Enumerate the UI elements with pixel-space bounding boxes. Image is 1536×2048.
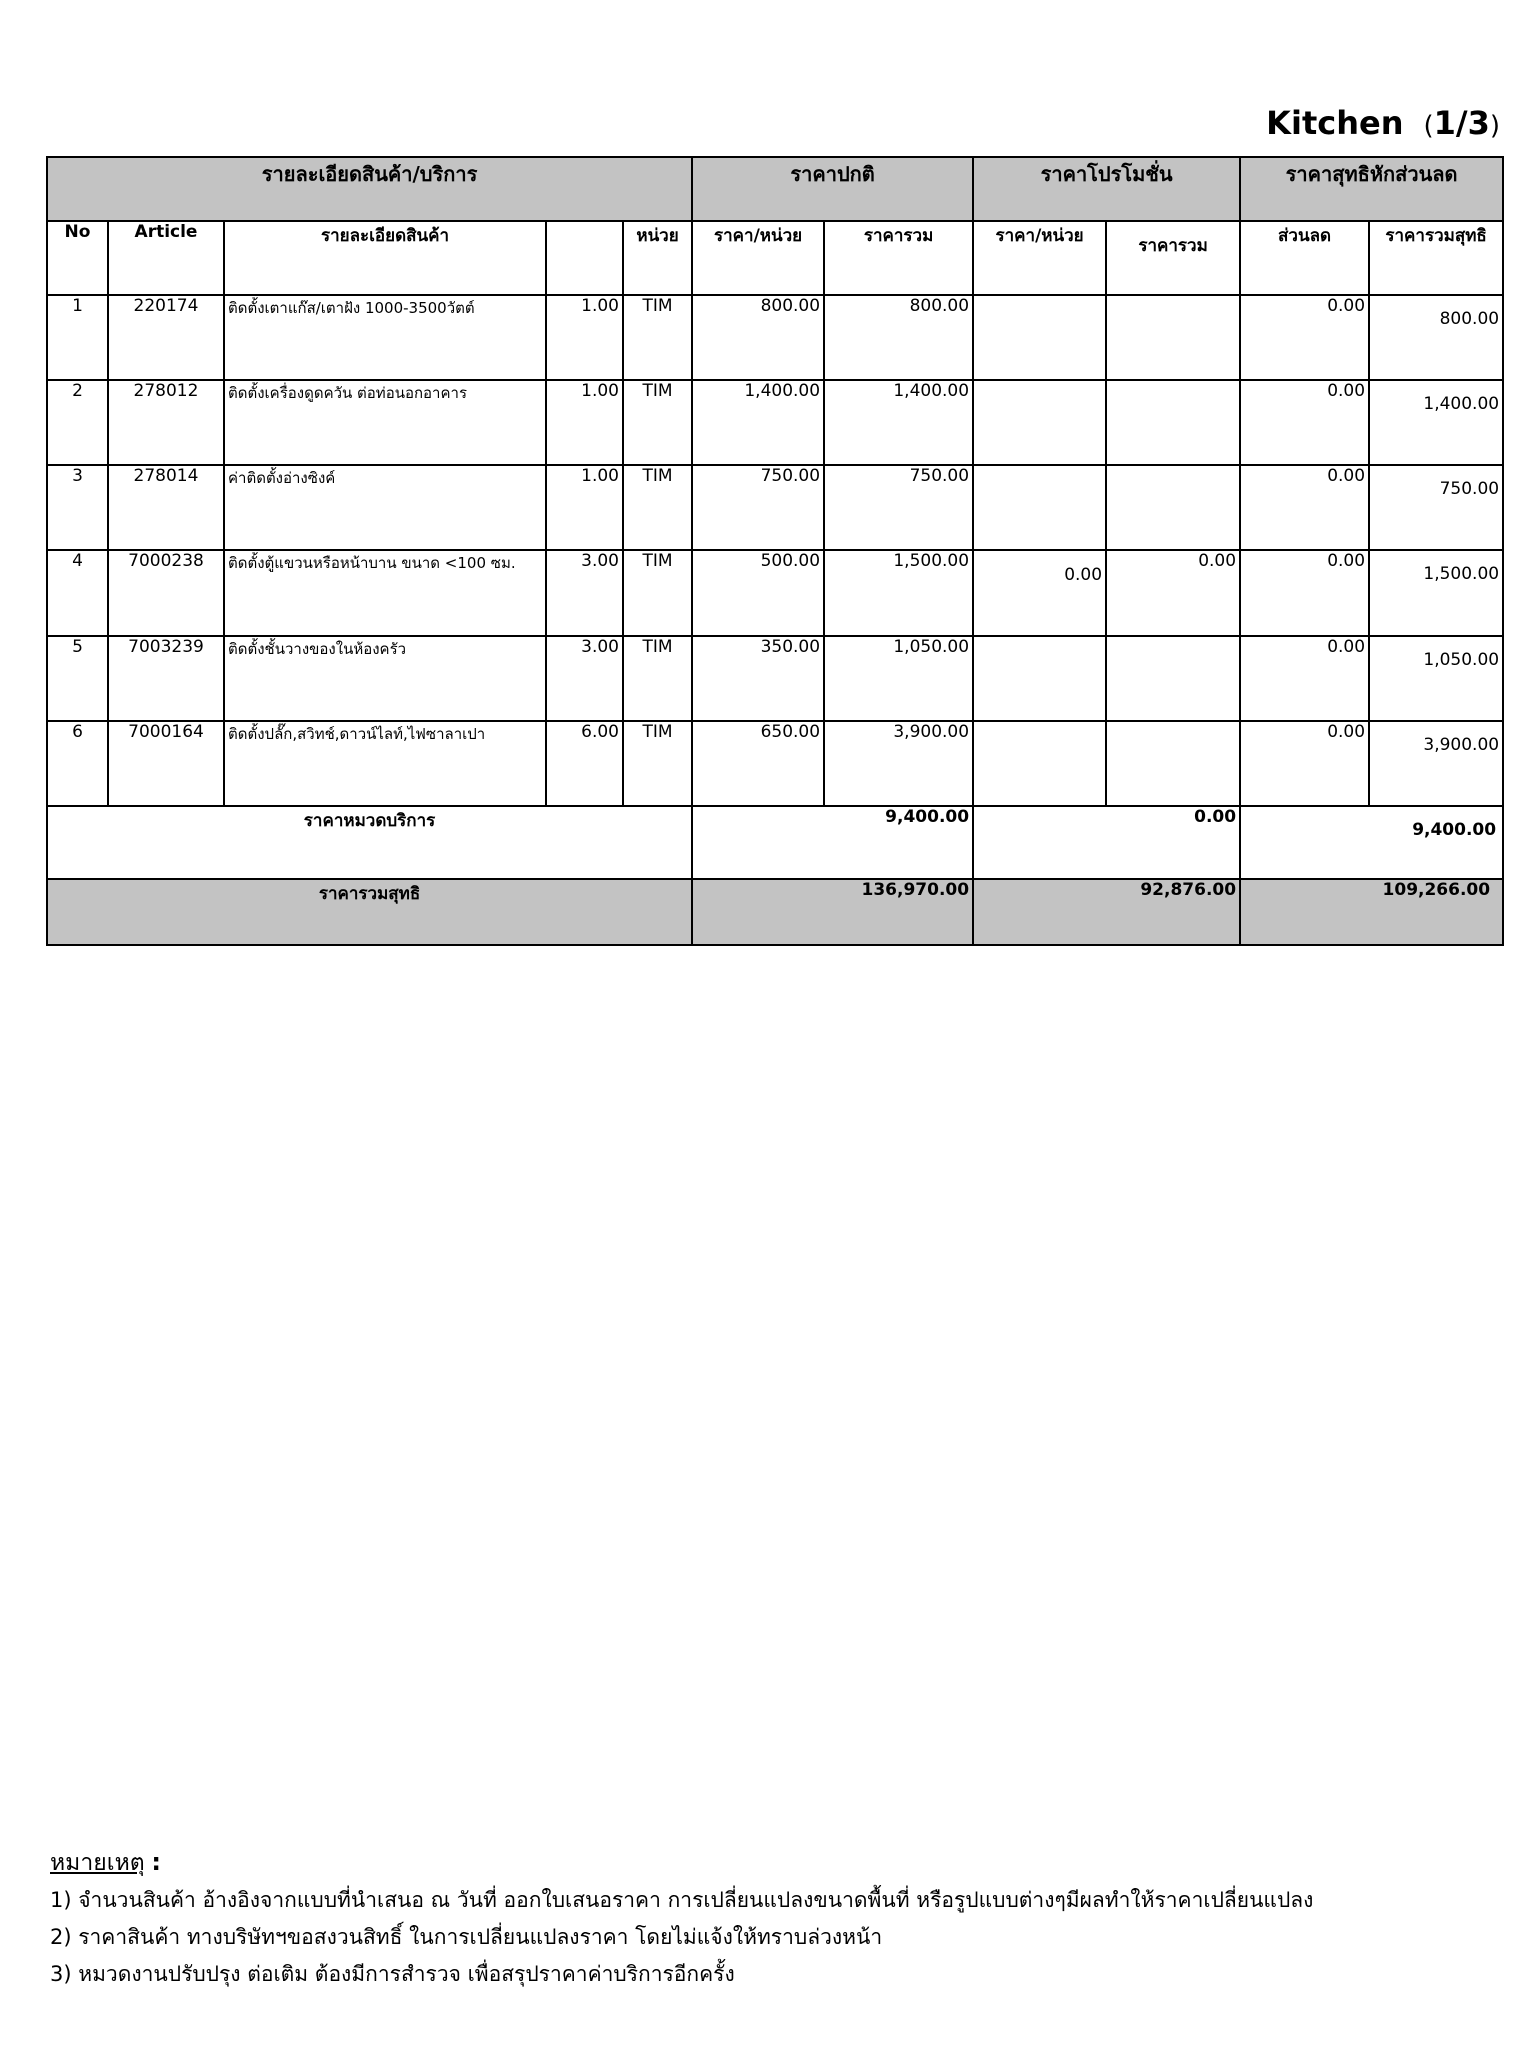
row-price-total: 1,050.00 — [824, 636, 973, 721]
row-discount: 0.00 — [1240, 550, 1369, 636]
group-header-net-price: ราคาสุทธิหักส่วนลด — [1240, 157, 1503, 221]
row-description: ค่าติดตั้งอ่างซิงค์ — [224, 465, 546, 550]
row-net-total: 800.00 — [1369, 295, 1503, 380]
col-header-promo-total: ราคารวม — [1106, 221, 1240, 295]
row-discount: 0.00 — [1240, 636, 1369, 721]
row-no: 1 — [47, 295, 108, 380]
row-price-unit: 500.00 — [692, 550, 824, 636]
row-net-total: 1,400.00 — [1369, 380, 1503, 465]
row-promo-total — [1106, 465, 1240, 550]
row-unit: TIM — [623, 295, 692, 380]
table-row — [47, 721, 1503, 806]
row-description: ติดตั้งชั้นวางของในห้องครัว — [224, 636, 546, 721]
notes-colon: : — [151, 1848, 161, 1876]
row-price-total: 750.00 — [824, 465, 973, 550]
table-row — [47, 380, 1503, 465]
group-header-promo-price: ราคาโปรโมชั่น — [973, 157, 1240, 221]
row-promo-unit — [973, 380, 1106, 465]
subtotal-normal-price: 9,400.00 — [692, 806, 973, 879]
row-article: 278012 — [108, 380, 224, 465]
page-indicator: 1/3 — [1433, 104, 1490, 142]
row-net-total: 1,050.00 — [1369, 636, 1503, 721]
col-header-no: No — [47, 221, 108, 295]
row-promo-unit — [973, 636, 1106, 721]
row-qty: 6.00 — [546, 721, 623, 806]
row-no: 6 — [47, 721, 108, 806]
grand-total-promo-price: 92,876.00 — [973, 879, 1240, 945]
row-description: ติดตั้งปลั๊ก,สวิทช์,ดาวน์ไลท์,ไฟซาลาเปา — [224, 721, 546, 806]
table-row — [47, 636, 1503, 721]
grand-total-row — [47, 879, 1503, 945]
note-item: 1) จำนวนสินค้า อ้างอิงจากแบบที่นำเสนอ ณ วันที่ ออกใบเสนอราคา การเปลี่ยนแปลงขนาดพื้นที่ หรือรูปแบบต่างๆมีผลทำให้ราคาเปลี่ยนแปลง — [50, 1888, 1314, 1912]
col-header-unit: หน่วย — [623, 221, 692, 295]
row-promo-total — [1106, 295, 1240, 380]
row-unit: TIM — [623, 550, 692, 636]
group-header-details: รายละเอียดสินค้า/บริการ — [47, 157, 692, 221]
notes-heading-line — [50, 1844, 1313, 1882]
subtotal-net-price: 9,400.00 — [1240, 806, 1503, 879]
row-unit: TIM — [623, 721, 692, 806]
row-qty: 1.00 — [546, 295, 623, 380]
row-price-total: 3,900.00 — [824, 721, 973, 806]
col-header-discount: ส่วนลด — [1240, 221, 1369, 295]
row-promo-total: 0.00 — [1106, 550, 1240, 636]
quotation-table — [46, 156, 1504, 946]
group-header-normal-price: ราคาปกติ — [692, 157, 973, 221]
row-unit: TIM — [623, 465, 692, 550]
subtotal-promo-price: 0.00 — [973, 806, 1240, 879]
col-header-price-total: ราคารวม — [824, 221, 973, 295]
col-header-description: รายละเอียดสินค้า — [224, 221, 546, 295]
note-item: 2) ราคาสินค้า ทางบริษัทฯขอสงวนสิทธิ์ ในการเปลี่ยนแปลงราคา โดยไม่แจ้งให้ทราบล่วงหน้า — [50, 1925, 883, 1949]
grand-total-normal-price: 136,970.00 — [692, 879, 973, 945]
row-qty: 3.00 — [546, 636, 623, 721]
row-promo-unit: 0.00 — [973, 550, 1106, 636]
row-article: 220174 — [108, 295, 224, 380]
row-price-total: 1,500.00 — [824, 550, 973, 636]
row-net-total: 1,500.00 — [1369, 550, 1503, 636]
table-row — [47, 295, 1503, 380]
table-row — [47, 465, 1503, 550]
col-header-net-total: ราคารวมสุทธิ — [1369, 221, 1503, 295]
row-qty: 1.00 — [546, 465, 623, 550]
row-article: 7000238 — [108, 550, 224, 636]
notes-heading: หมายเหตุ — [50, 1850, 145, 1876]
row-no: 5 — [47, 636, 108, 721]
row-discount: 0.00 — [1240, 465, 1369, 550]
row-discount: 0.00 — [1240, 380, 1369, 465]
table-row — [47, 550, 1503, 636]
row-price-unit: 800.00 — [692, 295, 824, 380]
row-net-total: 3,900.00 — [1369, 721, 1503, 806]
row-price-unit: 350.00 — [692, 636, 824, 721]
row-net-total: 750.00 — [1369, 465, 1503, 550]
row-description: ติดตั้งตู้แขวนหรือหน้าบาน ขนาด <100 ซม. — [224, 550, 546, 636]
col-header-qty — [546, 221, 623, 295]
row-no: 3 — [47, 465, 108, 550]
grand-total-label: ราคารวมสุทธิ — [47, 879, 692, 945]
row-price-unit: 650.00 — [692, 721, 824, 806]
row-promo-total — [1106, 380, 1240, 465]
row-promo-total — [1106, 636, 1240, 721]
notes-section — [50, 1844, 1313, 1993]
row-no: 2 — [47, 380, 108, 465]
row-qty: 1.00 — [546, 380, 623, 465]
group-header-row — [47, 157, 1503, 221]
subtotal-row — [47, 806, 1503, 879]
row-article: 7000164 — [108, 721, 224, 806]
col-header-price-unit: ราคา/หน่วย — [692, 221, 824, 295]
room-title: Kitchen — [1266, 104, 1404, 142]
row-article: 278014 — [108, 465, 224, 550]
row-price-total: 800.00 — [824, 295, 973, 380]
row-discount: 0.00 — [1240, 721, 1369, 806]
row-promo-total — [1106, 721, 1240, 806]
col-header-article: Article — [108, 221, 224, 295]
row-unit: TIM — [623, 636, 692, 721]
grand-total-net-price: 109,266.00 — [1240, 879, 1503, 945]
row-no: 4 — [47, 550, 108, 636]
row-discount: 0.00 — [1240, 295, 1369, 380]
row-description: ติดตั้งเตาแก๊ส/เตาฝัง 1000-3500วัตต์ — [224, 295, 546, 380]
row-promo-unit — [973, 465, 1106, 550]
col-header-promo-unit: ราคา/หน่วย — [973, 221, 1106, 295]
subtotal-label: ราคาหมวดบริการ — [47, 806, 692, 879]
row-price-unit: 750.00 — [692, 465, 824, 550]
row-price-total: 1,400.00 — [824, 380, 973, 465]
row-promo-unit — [973, 721, 1106, 806]
note-item: 3) หมวดงานปรับปรุง ต่อเติม ต้องมีการสำรวจ เพื่อสรุปราคาค่าบริการอีกครั้ง — [50, 1962, 735, 1986]
row-unit: TIM — [623, 380, 692, 465]
row-description: ติดตั้งเครื่องดูดควัน ต่อท่อนอกอาคาร — [224, 380, 546, 465]
row-qty: 3.00 — [546, 550, 623, 636]
row-price-unit: 1,400.00 — [692, 380, 824, 465]
row-promo-unit — [973, 295, 1106, 380]
row-article: 7003239 — [108, 636, 224, 721]
page-title: Kitchen (1/3) — [1266, 104, 1500, 142]
column-header-row — [47, 221, 1503, 295]
